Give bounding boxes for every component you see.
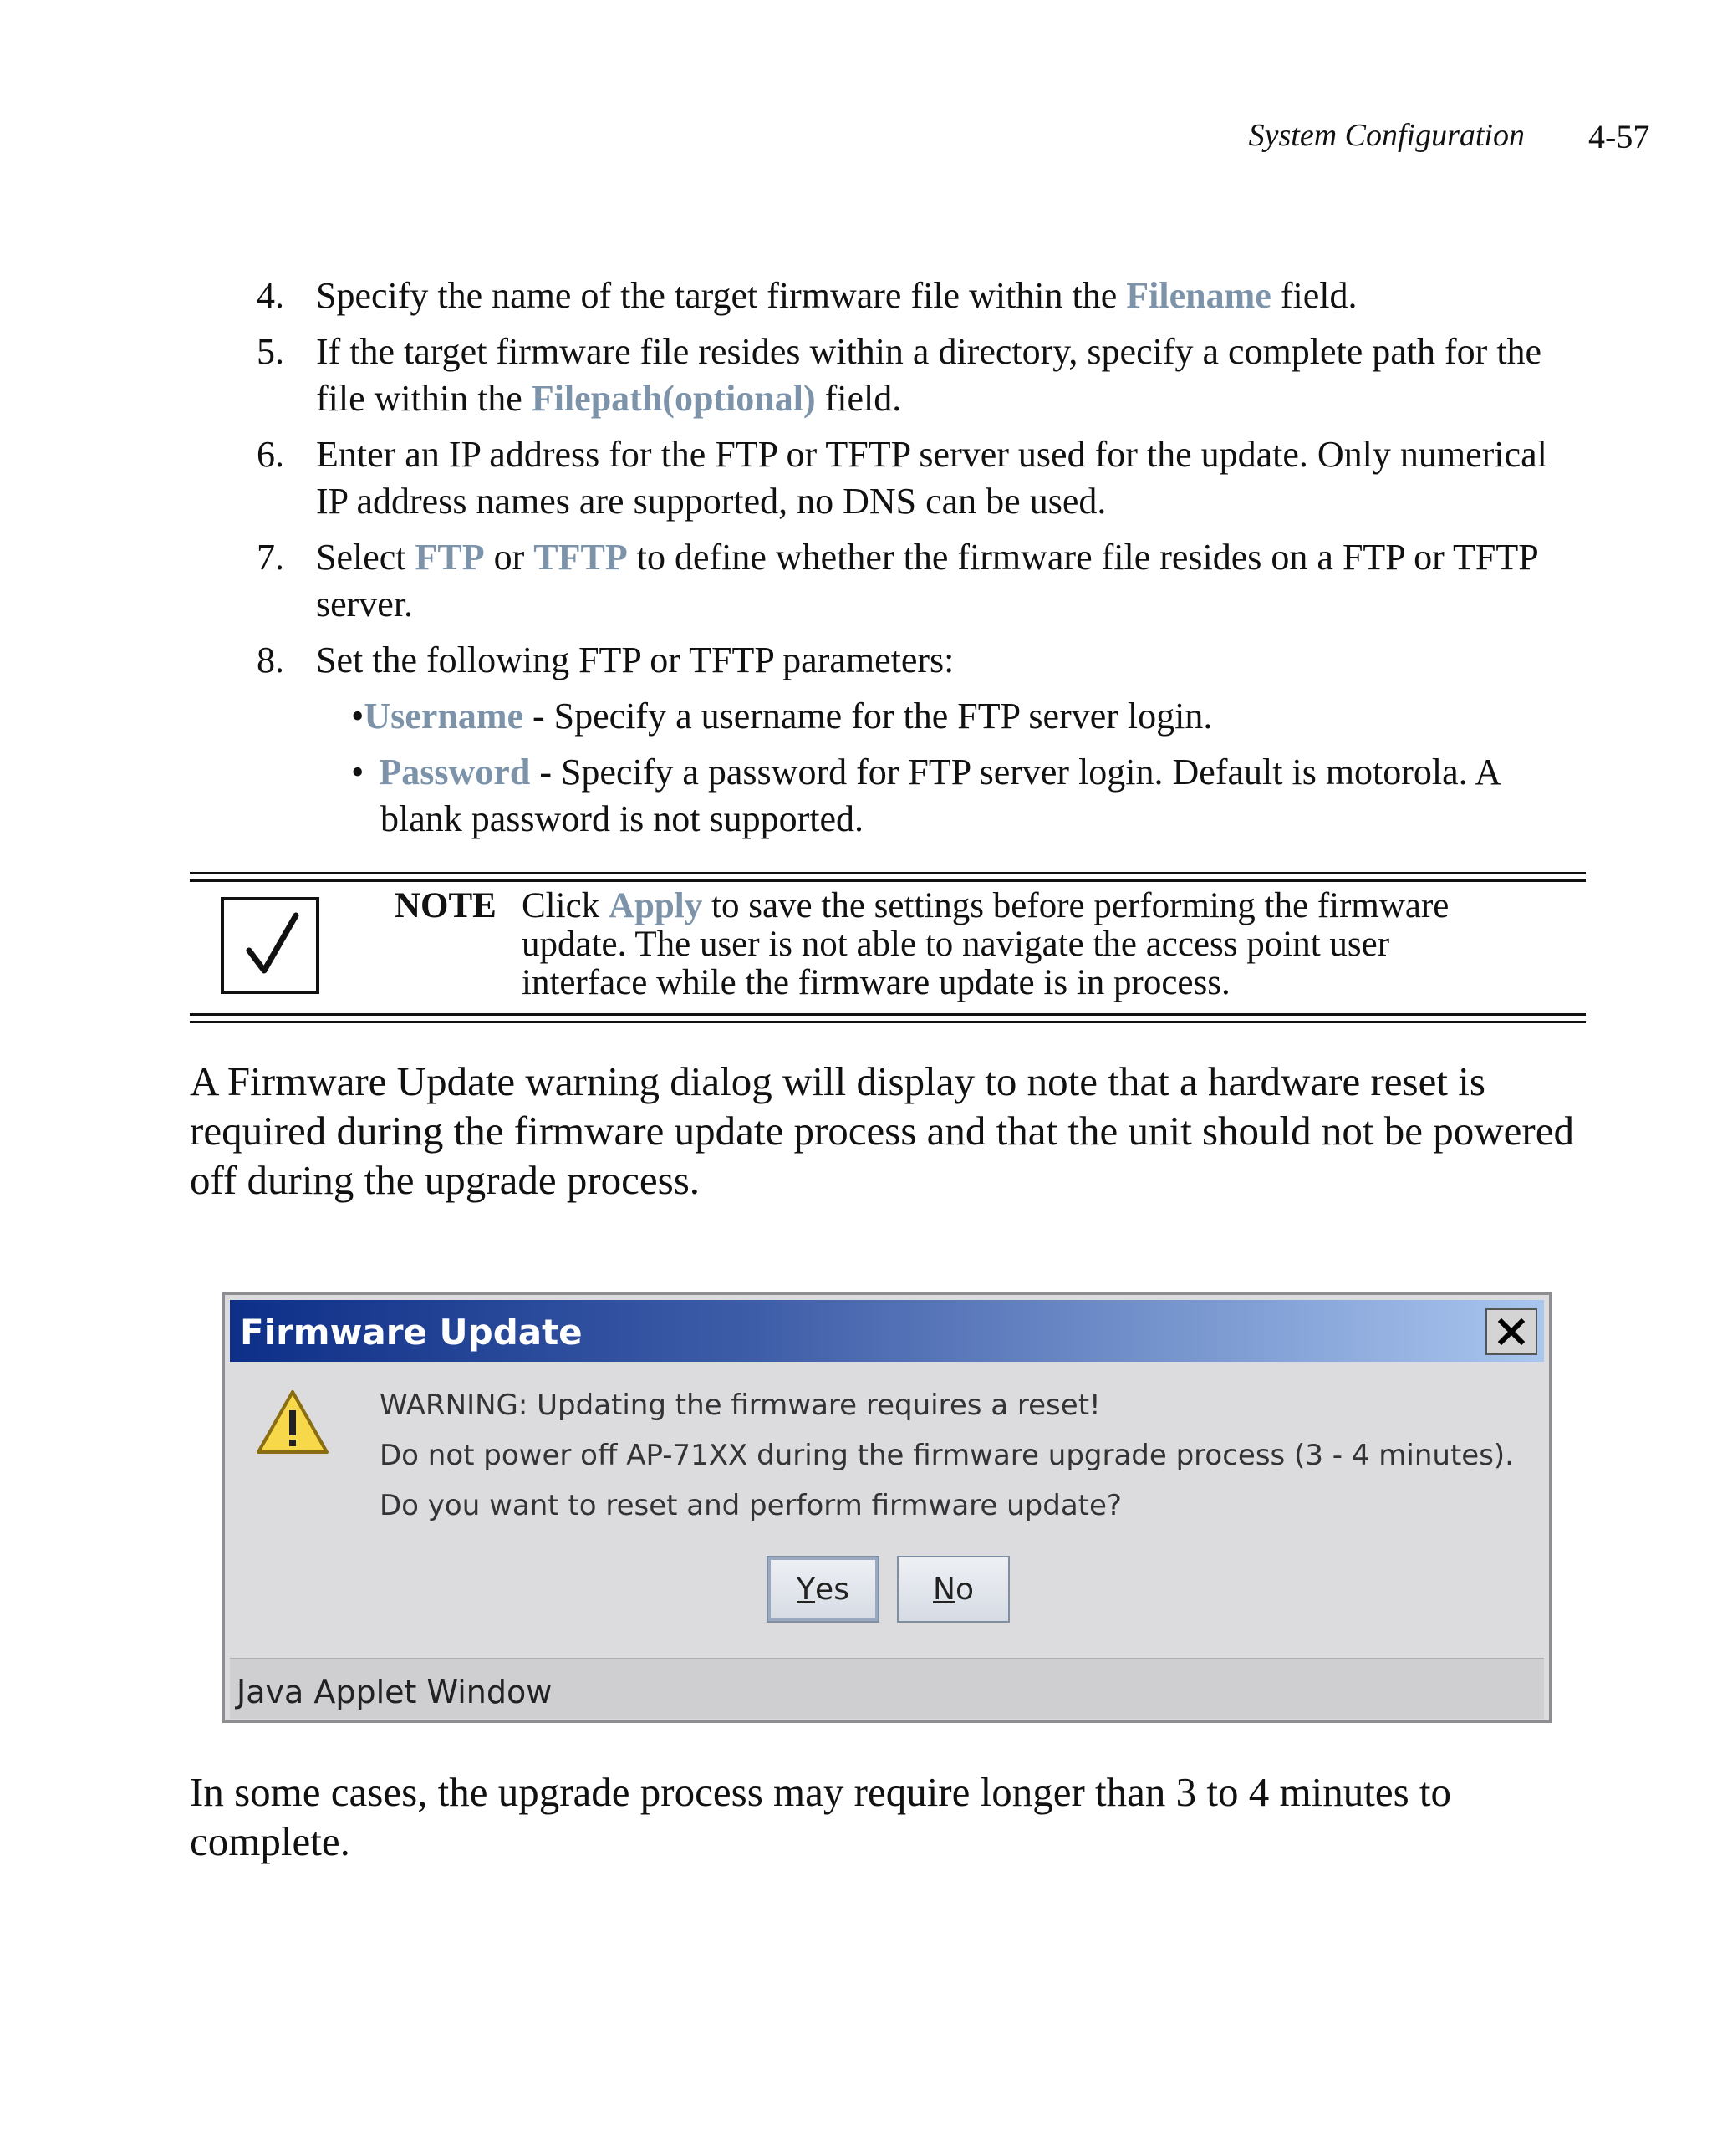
dialog-message-line: Do not power off AP-71XX during the firmware upgrade process (3 - 4 minutes). <box>380 1439 1514 1472</box>
running-header-section: System Configuration <box>1248 118 1525 153</box>
step-text: Specify the name of the target firmware file within the Filename field. <box>316 275 1358 316</box>
firmware-update-dialog <box>222 1292 1552 1723</box>
step-number: 7. <box>257 537 284 578</box>
bullet-item: • Password - Specify a password for FTP server login. Default is motorola. A <box>351 752 1502 793</box>
checkmark-icon <box>221 897 319 994</box>
bullet-item-continued: blank password is not supported. <box>380 798 864 839</box>
body-paragraph-line: off during the upgrade process. <box>190 1157 701 1203</box>
dialog-title: Firmware Update <box>240 1312 583 1353</box>
body-paragraph-line: required during the firmware update process and that the unit should not be powered <box>190 1108 1574 1154</box>
step-number: 6. <box>257 434 284 475</box>
step-text: Select FTP or TFTP to define whether the firmware file resides on a FTP or TFTP <box>316 537 1539 578</box>
step-text: If the target firmware file resides within a directory, specify a complete path for the <box>316 331 1542 372</box>
dialog-statusbar <box>230 1658 1544 1719</box>
step-text: server. <box>316 584 414 624</box>
dialog-message-line: WARNING: Updating the firmware requires a reset! <box>380 1389 1101 1422</box>
close-button[interactable] <box>1485 1308 1537 1355</box>
bullet-item: •Username - Specify a username for the FTP server login. <box>351 696 1213 737</box>
no-button[interactable]: N o <box>897 1556 1010 1623</box>
close-icon <box>1497 1318 1526 1346</box>
note-text: update. The user is not able to navigate the access point user <box>522 925 1390 964</box>
body-paragraph-line: complete. <box>190 1818 350 1864</box>
note-bottom-rule <box>190 1013 1586 1016</box>
body-paragraph-line: In some cases, the upgrade process may require longer than 3 to 4 minutes to <box>190 1769 1452 1815</box>
password-term: Password <box>379 752 531 793</box>
dialog-message-line: Do you want to reset and perform firmware update? <box>380 1489 1122 1522</box>
status-text: Java Applet Window <box>237 1674 553 1710</box>
note-label: NOTE <box>395 886 497 925</box>
yes-button[interactable]: Y es <box>767 1556 879 1623</box>
step-number: 4. <box>257 275 284 316</box>
step-number: 5. <box>257 331 284 372</box>
step-text: Enter an IP address for the FTP or TFTP server used for the update. Only numerical <box>316 434 1547 475</box>
apply-term: Apply <box>608 886 703 925</box>
ftp-term: FTP <box>415 537 485 578</box>
username-term: Username <box>364 696 524 737</box>
step-number: 8. <box>257 640 284 680</box>
note-text: Click Apply to save the settings before performing the firmware <box>522 886 1450 925</box>
note-text: interface while the firmware update is in process. <box>522 963 1230 1002</box>
note-top-rule <box>190 872 1586 874</box>
warning-icon <box>255 1389 330 1455</box>
filename-term: Filename <box>1126 275 1271 316</box>
tftp-term: TFTP <box>533 537 628 578</box>
step-text: Set the following FTP or TFTP parameters: <box>316 640 955 680</box>
dialog-titlebar <box>230 1300 1544 1362</box>
step-text: file within the Filepath(optional) field. <box>316 378 902 419</box>
step-text: IP address names are supported, no DNS can be used. <box>316 481 1107 522</box>
body-paragraph-line: A Firmware Update warning dialog will display to note that a hardware reset is <box>190 1058 1485 1104</box>
note-bottom-rule <box>190 1021 1586 1023</box>
note-top-rule <box>190 879 1586 882</box>
filepath-term: Filepath(optional) <box>531 378 816 419</box>
page-number: 4-57 <box>1588 118 1650 155</box>
